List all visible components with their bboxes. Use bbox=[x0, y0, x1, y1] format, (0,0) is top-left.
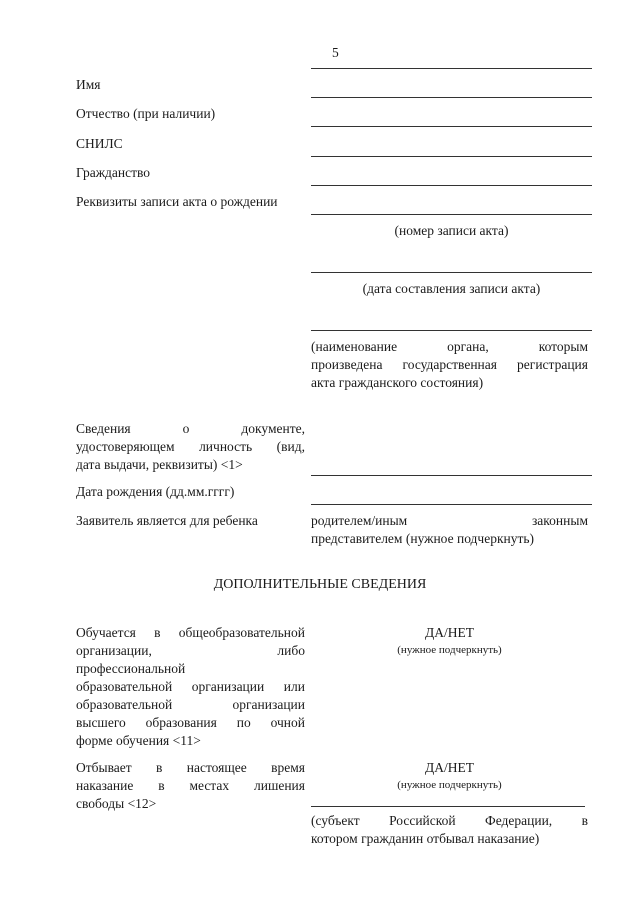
education-line2: организации, либо bbox=[76, 643, 305, 658]
prison-answer: ДА/НЕТ bbox=[425, 760, 474, 775]
page-number: 5 bbox=[332, 45, 339, 60]
first-name-line bbox=[311, 97, 592, 98]
record-date-hint: (дата составления записи акта) bbox=[362, 281, 541, 296]
authority-line bbox=[311, 330, 592, 331]
education-answer-hint: (нужное подчеркнуть) bbox=[397, 644, 502, 656]
authority-hint bbox=[311, 338, 588, 392]
record-date-line bbox=[311, 272, 592, 273]
education-line3: профессиональной bbox=[76, 661, 186, 676]
applicant-value bbox=[311, 512, 588, 548]
prison-subject-line2: котором гражданин отбывал наказание) bbox=[311, 831, 540, 846]
applicant-value-line1: родителем/иным законным bbox=[311, 513, 588, 528]
prison-answer-hint: (нужное подчеркнуть) bbox=[397, 779, 502, 791]
identity-doc-line3: дата выдачи, реквизиты) <1> bbox=[76, 457, 243, 472]
identity-doc-line bbox=[311, 475, 592, 476]
birth-record-label: Реквизиты записи акта о рождении bbox=[76, 194, 278, 209]
field-line bbox=[311, 68, 592, 69]
patronymic-label: Отчество (при наличии) bbox=[76, 106, 216, 121]
identity-doc-line2: удостоверяющем личность (вид, bbox=[76, 439, 305, 454]
birth-date-line bbox=[311, 504, 592, 505]
birth-record-line bbox=[311, 214, 592, 215]
prison-subject-line1: (субъект Российской Федерации, в bbox=[311, 813, 588, 828]
prison-line3: свободы <12> bbox=[76, 796, 157, 811]
identity-doc-label bbox=[76, 420, 305, 474]
prison-label bbox=[76, 759, 305, 813]
birth-date-label: Дата рождения (дд.мм.гггг) bbox=[76, 484, 235, 499]
record-number-hint: (номер записи акта) bbox=[394, 223, 509, 238]
prison-subject-hint bbox=[311, 812, 588, 848]
applicant-label: Заявитель является для ребенка bbox=[76, 513, 258, 528]
education-label bbox=[76, 624, 305, 750]
first-name-label: Имя bbox=[76, 77, 101, 92]
education-line6: высшего образования по очной bbox=[76, 715, 305, 730]
patronymic-line bbox=[311, 126, 592, 127]
applicant-value-line2: представителем (нужное подчеркнуть) bbox=[311, 531, 535, 546]
education-answer: ДА/НЕТ bbox=[425, 625, 474, 640]
education-line7: форме обучения <11> bbox=[76, 733, 201, 748]
snils-label: СНИЛС bbox=[76, 136, 123, 151]
identity-doc-line1: Сведения о документе, bbox=[76, 421, 305, 436]
snils-line bbox=[311, 156, 592, 157]
authority-hint-line3: акта гражданского состояния) bbox=[311, 375, 484, 390]
education-line1: Обучается в общеобразовательной bbox=[76, 625, 305, 640]
prison-line1: Отбывает в настоящее время bbox=[76, 760, 305, 775]
prison-line2: наказание в местах лишения bbox=[76, 778, 305, 793]
education-line5: образовательной организации bbox=[76, 697, 305, 712]
prison-subject-line bbox=[311, 806, 585, 807]
section-title: ДОПОЛНИТЕЛЬНЫЕ СВЕДЕНИЯ bbox=[213, 577, 427, 592]
citizenship-line bbox=[311, 185, 592, 186]
education-line4: образовательной организации или bbox=[76, 679, 305, 694]
authority-hint-line2: произведена государственная регистрация bbox=[311, 357, 588, 372]
authority-hint-line1: (наименование органа, которым bbox=[311, 339, 588, 354]
citizenship-label: Гражданство bbox=[76, 165, 151, 180]
